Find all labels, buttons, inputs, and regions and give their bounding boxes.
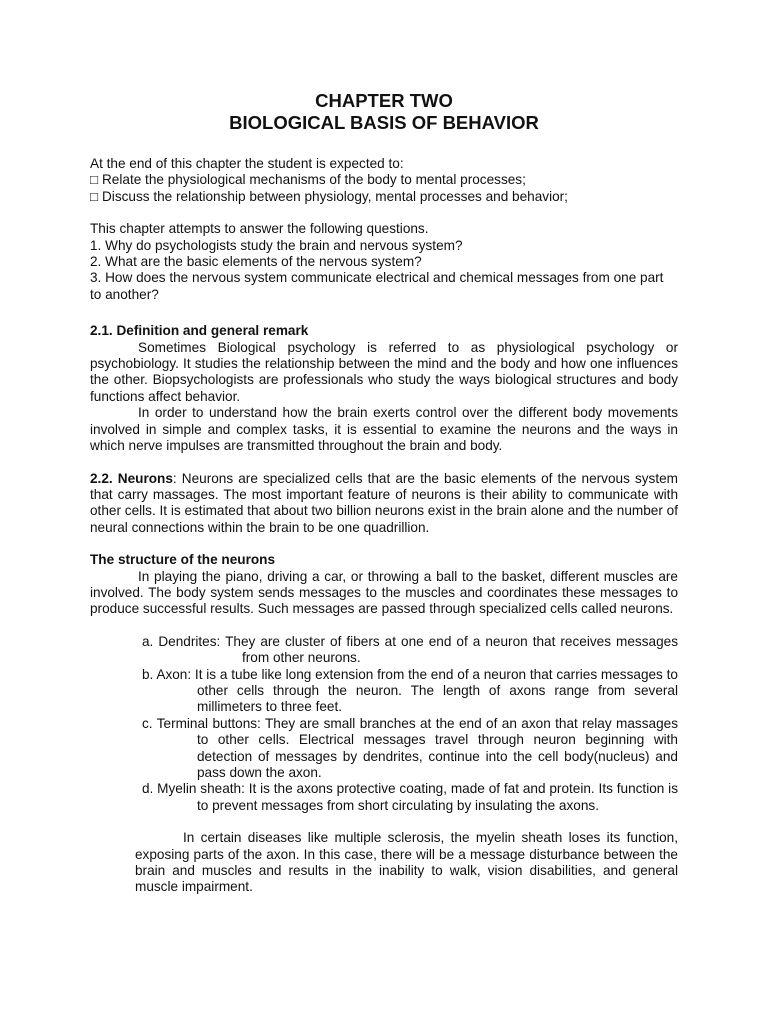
definition-paragraph: In order to understand how the brain exerts control over the different body movements involved in simple and complex tasks, it is essential to examine the neurons and the ways in which nerve impulses are transmitted throughout the brain and body.: [90, 405, 678, 454]
structure-paragraph: In playing the piano, driving a car, or throwing a ball to the basket, different muscles are involved. The body system sends messages to the muscles and coordinates these messages to produce successful results. Such messages are passed through specialized cells called neurons.: [90, 568, 678, 617]
objective-item: □ Relate the physiological mechanisms of the body to mental processes;: [90, 172, 526, 188]
chapter-subtitle: BIOLOGICAL BASIS OF BEHAVIOR: [229, 112, 539, 133]
question-item: 3. How does the nervous system communicate electrical and chemical messages from one part to another?: [90, 270, 664, 302]
chapter-title: CHAPTER TWO: [315, 90, 453, 111]
question-item: 2. What are the basic elements of the nervous system?: [90, 254, 422, 270]
neuron-parts-list: [90, 634, 678, 814]
list-item: d. Myelin sheath: It is the axons protective coating, made of fat and protein. Its function is to prevent messages from short circulating by insulating the axons.: [142, 781, 678, 813]
list-item: a. Dendrites: They are cluster of fibers at one end of a neuron that receives messages from other neurons.: [142, 633, 678, 666]
questions-intro: This chapter attempts to answer the following questions.: [90, 221, 429, 237]
neurons-paragraph: [90, 471, 678, 537]
question-item: 1. Why do psychologists study the brain and nervous system?: [90, 237, 463, 253]
objectives-intro: At the end of this chapter the student is expected to:: [90, 156, 404, 171]
section-heading-structure: The structure of the neurons: [90, 552, 276, 568]
section-heading-neurons: 2.2. Neurons: [90, 470, 173, 486]
objective-item: □ Discuss the relationship between physiology, mental processes and behavior;: [90, 188, 568, 204]
neurons-text: : Neurons are specialized cells that are the basic elements of the nervous system that carry massages. The most important feature of neurons is their ability to communicate with other cells. It is estimated that about two billion neurons exist in the brain alone and the number of neural connections within the brain to be one quadrillion.: [90, 470, 679, 535]
section-heading-definition: 2.1. Definition and general remark: [90, 323, 309, 339]
closing-paragraph: In certain diseases like multiple sclerosis, the myelin sheath loses its function, exposing parts of the axon. In this case, there will be a message disturbance between the brain and muscles and results in the inability to walk, vision disabilities, and general muscle impairment.: [135, 830, 678, 895]
definition-paragraph: Sometimes Biological psychology is referred to as physiological psychology or psychobiology. It studies the relationship between the mind and the body and how one influences the other. Biopsychologists are professionals who study the ways biological structures and body functions affect behavior.: [90, 339, 678, 404]
list-item: b. Axon: It is a tube like long extension from the end of a neuron that carries messages to other cells through the neuron. The length of axons range from several millimeters to three feet.: [142, 666, 678, 715]
list-item: c. Terminal buttons: They are small branches at the end of an axon that relay massages to other cells. Electrical messages travel through neuron beginning with detection of messages by dendrites, continue into the cell body(nucleus) and pass down the axon.: [142, 715, 678, 780]
